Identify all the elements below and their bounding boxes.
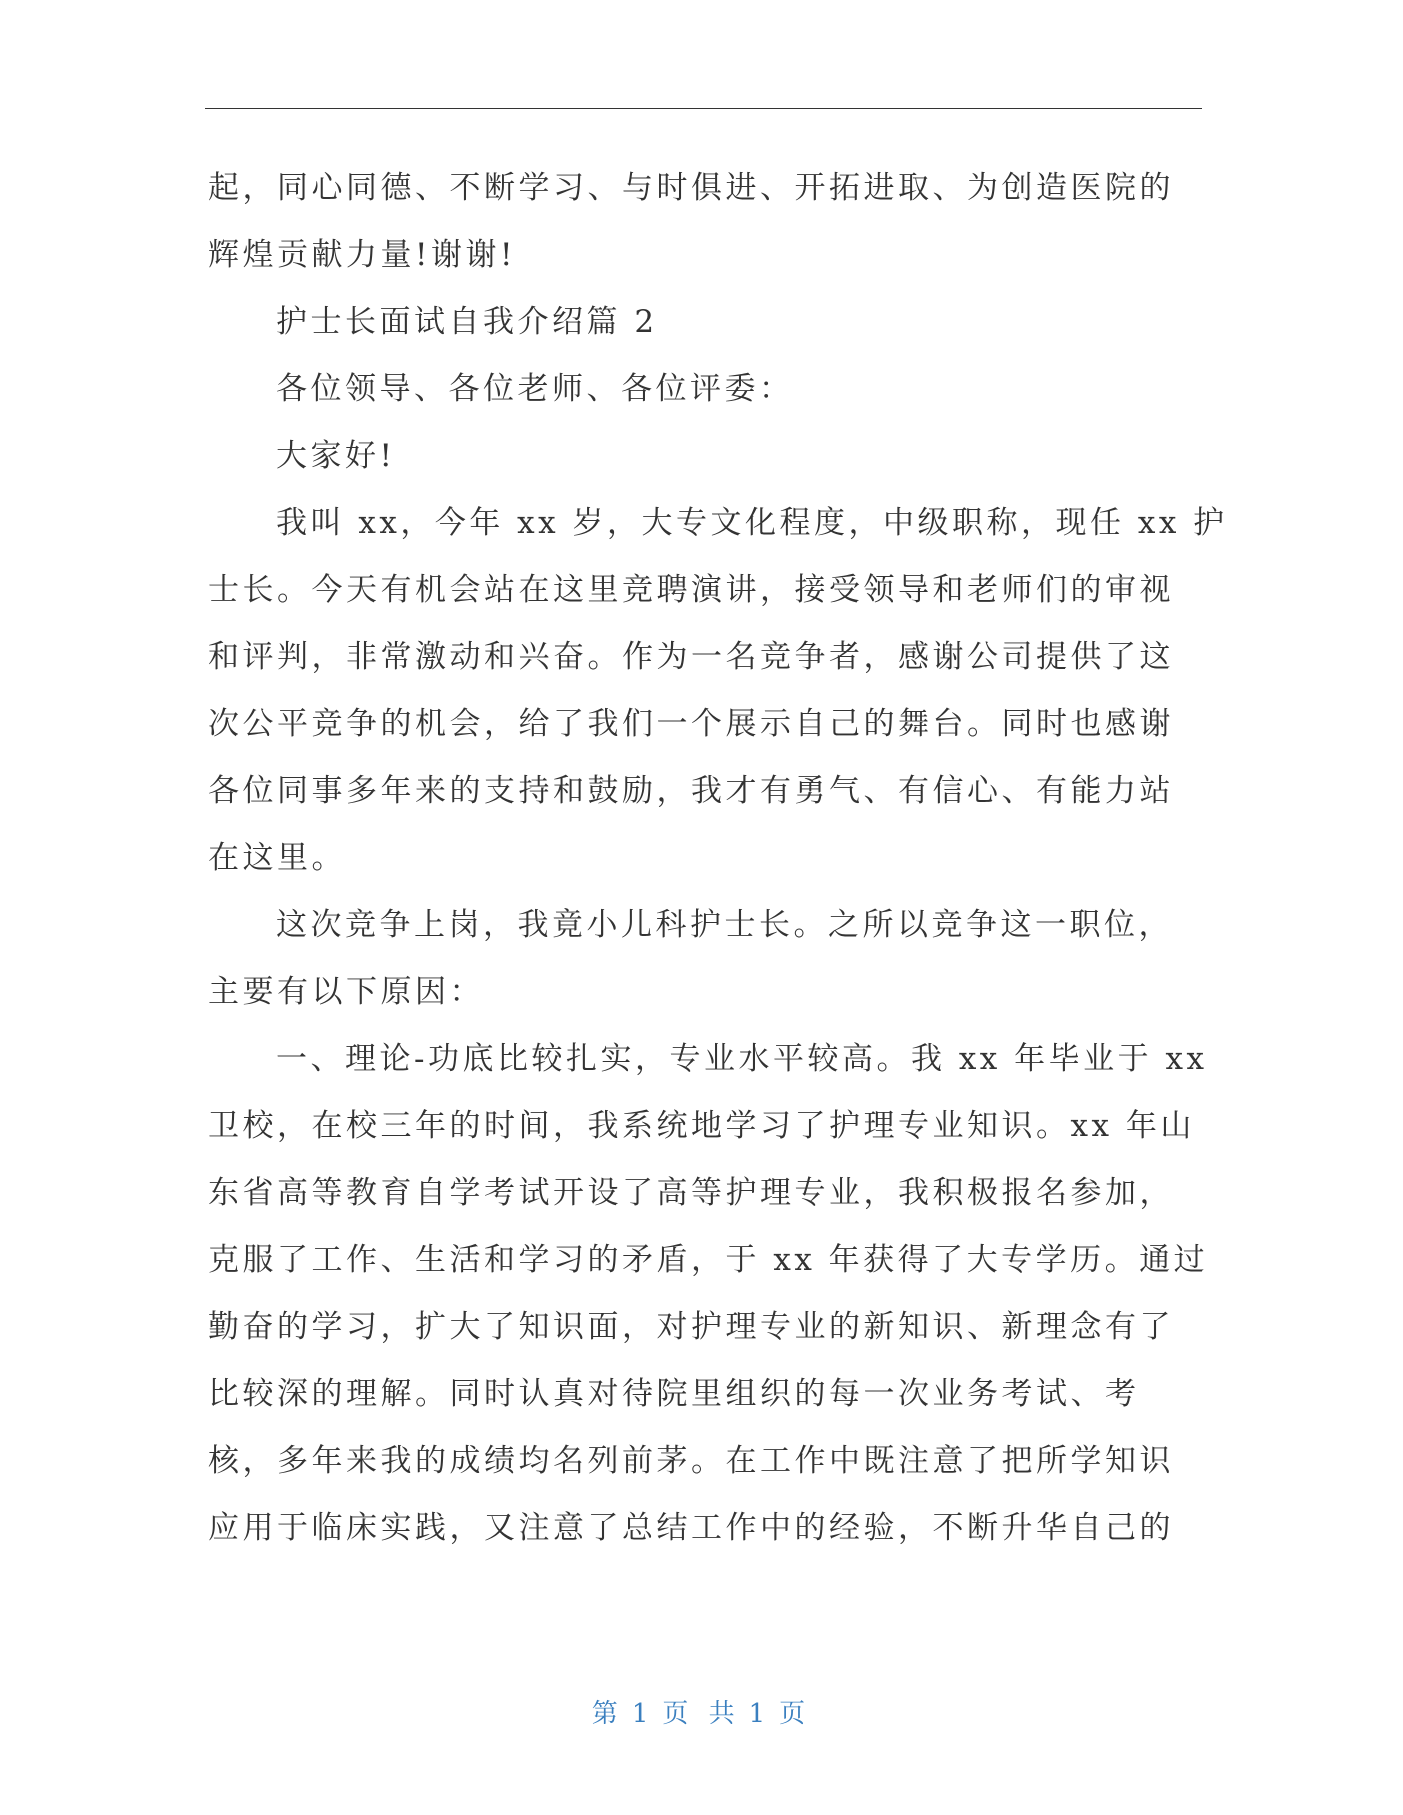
text-line: 各位同事多年来的支持和鼓励，我才有勇气、有信心、有能力站 bbox=[208, 773, 1174, 809]
footer-middle: 页 共 bbox=[662, 1699, 741, 1729]
text-line: 士长。今天有机会站在这里竞聘演讲，接受领导和老师们的审视 bbox=[208, 572, 1174, 608]
text-line: 主要有以下原因： bbox=[208, 974, 484, 1010]
text-line: 卫校，在校三年的时间，我系统地学习了护理专业知识。xx 年山 bbox=[208, 1108, 1195, 1144]
text-line: 起，同心同德、不断学习、与时俱进、开拓进取、为创造医院的 bbox=[208, 170, 1174, 206]
text-line: 各位领导、各位老师、各位评委： bbox=[276, 371, 794, 407]
text-line: 次公平竞争的机会，给了我们一个展示自己的舞台。同时也感谢 bbox=[208, 706, 1174, 742]
text-line: 克服了工作、生活和学习的矛盾，于 xx 年获得了大专学历。通过 bbox=[208, 1242, 1209, 1278]
text-line: 东省高等教育自学考试开设了高等护理专业，我积极报名参加， bbox=[208, 1175, 1174, 1211]
footer-total-pages: 1 bbox=[748, 1699, 772, 1729]
text-line: 这次竞争上岗，我竟小儿科护士长。之所以竞争这一职位， bbox=[276, 907, 1173, 943]
text-line: 应用于临床实践，又注意了总结工作中的经验，不断升华自己的 bbox=[208, 1510, 1174, 1546]
document-body bbox=[208, 155, 1228, 1562]
text-line: 大家好! bbox=[276, 438, 396, 474]
page-footer bbox=[0, 1693, 1403, 1730]
text-line: 护士长面试自我介绍篇 2 bbox=[276, 304, 658, 340]
footer-page-number: 1 bbox=[631, 1699, 655, 1729]
text-line: 辉煌贡献力量!谢谢! bbox=[208, 237, 516, 273]
footer-suffix: 页 bbox=[779, 1699, 812, 1729]
footer-prefix: 第 bbox=[591, 1699, 624, 1729]
header-rule bbox=[205, 108, 1202, 109]
text-line: 核，多年来我的成绩均名列前茅。在工作中既注意了把所学知识 bbox=[208, 1443, 1174, 1479]
text-line: 我叫 xx，今年 xx 岁，大专文化程度，中级职称，现任 xx 护 bbox=[276, 505, 1228, 541]
text-line: 和评判，非常激动和兴奋。作为一名竞争者，感谢公司提供了这 bbox=[208, 639, 1174, 675]
text-line: 比较深的理解。同时认真对待院里组织的每一次业务考试、考 bbox=[208, 1376, 1140, 1412]
text-line: 在这里。 bbox=[208, 840, 346, 876]
text-line: 一、理论-功底比较扎实，专业水平较高。我 xx 年毕业于 xx bbox=[276, 1041, 1208, 1077]
text-line: 勤奋的学习，扩大了知识面，对护理专业的新知识、新理念有了 bbox=[208, 1309, 1174, 1345]
